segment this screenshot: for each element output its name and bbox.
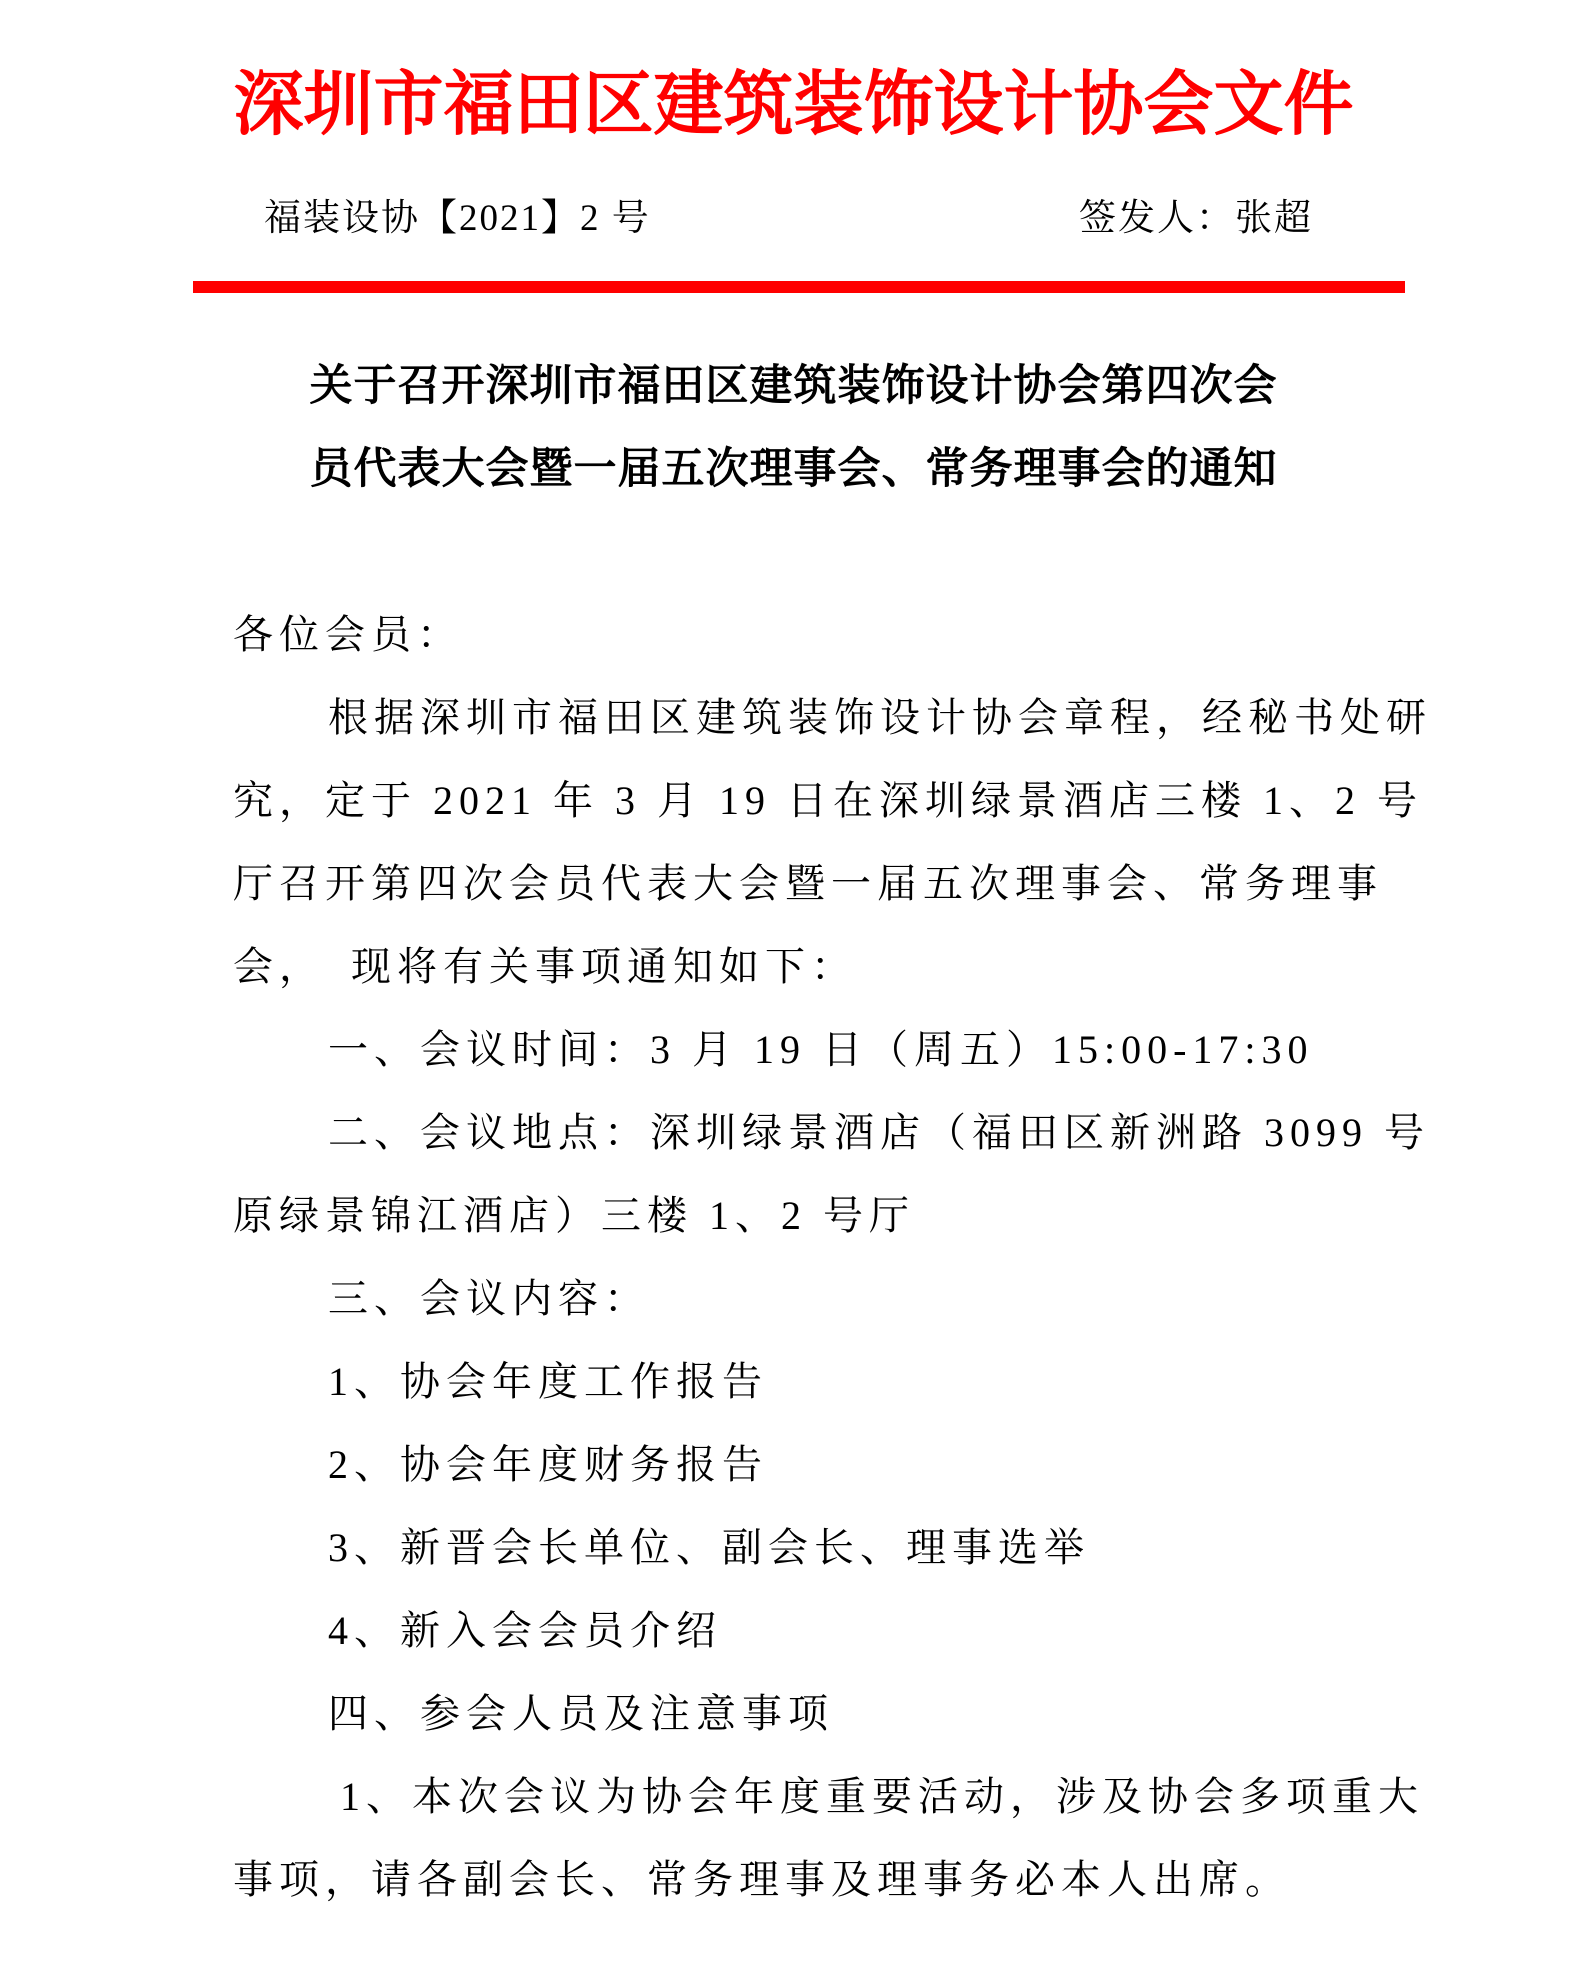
body-line: 原绿景锦江酒店）三楼 1、2 号厅	[233, 1193, 915, 1238]
masthead-title: 深圳市福田区建筑装饰设计协会文件	[233, 67, 1354, 144]
document-number: 福装设协【2021】2 号	[264, 198, 651, 239]
notice-title-line-2: 员代表大会暨一届五次理事会、常务理事会的通知	[309, 445, 1278, 493]
notice-body	[233, 593, 1432, 1921]
body-line: 三、会议内容：	[328, 1276, 650, 1321]
body-line: 一、会议时间：3 月 19 日（周五）15:00-17:30	[328, 1027, 1314, 1072]
body-line: 四、参会人员及注意事项	[328, 1691, 834, 1736]
body-line: 2、协会年度财务报告	[328, 1442, 768, 1487]
body-line: 根据深圳市福田区建筑装饰设计协会章程，经秘书处研	[328, 695, 1432, 740]
body-line: 4、新入会会员介绍	[328, 1608, 722, 1653]
body-line: 会， 现将有关事项通知如下：	[233, 944, 857, 989]
body-line: 事项，请各副会长、常务理事及理事务必本人出席。	[233, 1857, 1291, 1902]
body-line: 二、会议地点：深圳绿景酒店（福田区新洲路 3099 号	[328, 1110, 1430, 1155]
document-meta-row	[264, 200, 1313, 237]
body-line: 各位会员：	[233, 612, 463, 657]
body-line: 厅召开第四次会员代表大会暨一届五次理事会、常务理事	[233, 861, 1383, 906]
body-line: 究，定于 2021 年 3 月 19 日在深圳绿景酒店三楼 1、2 号	[233, 778, 1423, 823]
body-line: 1、本次会议为协会年度重要活动，涉及协会多项重大	[340, 1774, 1424, 1819]
body-line: 1、协会年度工作报告	[328, 1359, 768, 1404]
issuer-name: 签发人：张超	[1079, 198, 1313, 239]
red-divider-rule	[193, 281, 1405, 293]
notice-title-line-1: 关于召开深圳市福田区建筑装饰设计协会第四次会	[309, 362, 1278, 410]
body-line: 3、新晋会长单位、副会长、理事选举	[328, 1525, 1090, 1570]
notice-title	[0, 345, 1587, 511]
